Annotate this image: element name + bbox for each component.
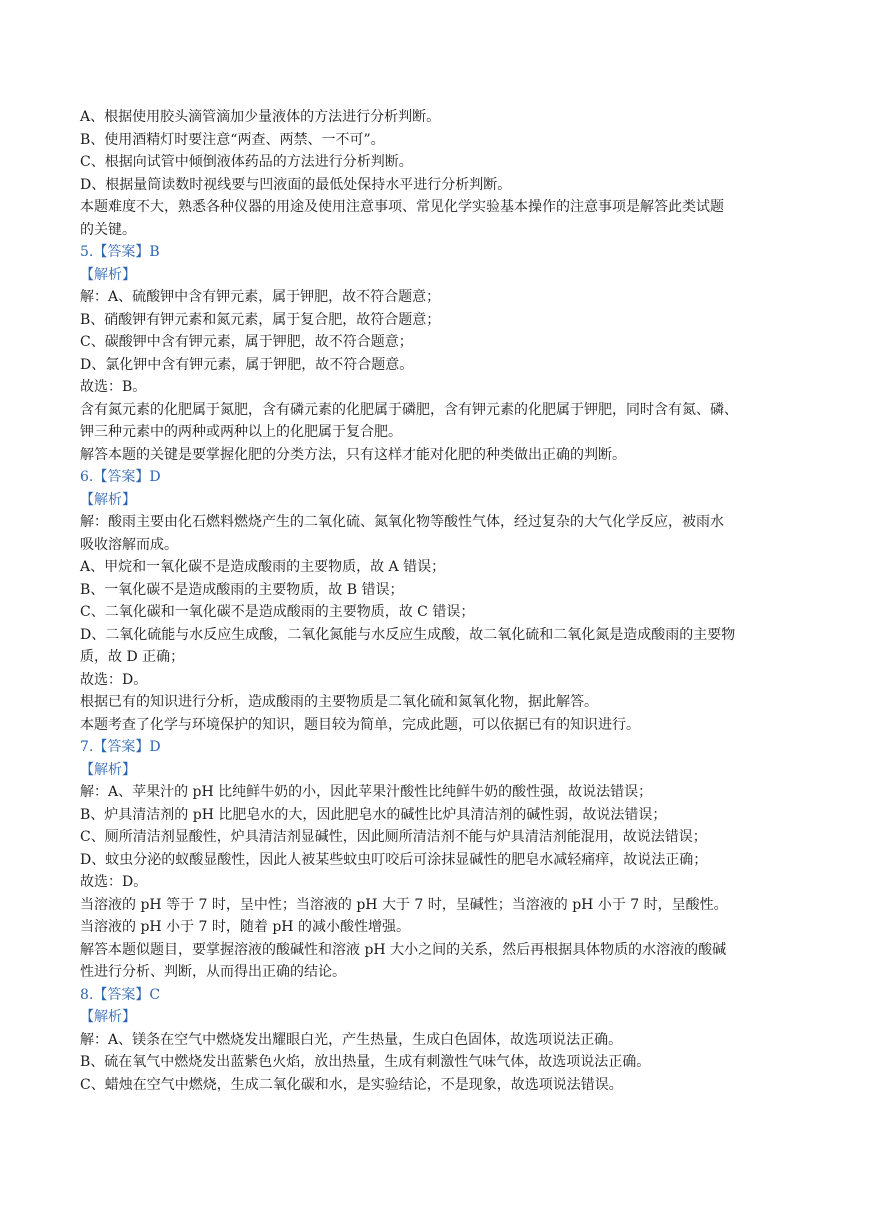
text-line: 根据已有的知识进行分析，造成酸雨的主要物质是二氧化硫和氮氧化物，据此解答。 xyxy=(80,694,598,710)
answer-heading: 6.【答案】D xyxy=(80,469,161,485)
text-line: 解：A、硫酸钾中含有钾元素，属于钾肥，故不符合题意； xyxy=(80,289,441,305)
text-line: 解答本题似题目，要掌握溶液的酸碱性和溶液 pH 大小之间的关系，然后再根据具体物质的水溶液的酸碱 xyxy=(80,941,727,958)
text-line: 故选：D。 xyxy=(80,671,148,688)
text-line: B、硝酸钾有钾元素和氮元素，属于复合肥，故符合题意； xyxy=(80,311,441,328)
text-line: 质，故 D 正确； xyxy=(80,649,185,665)
text-line: 解：酸雨主要由化石燃料燃烧产生的二氧化硫、氮氧化物等酸性气体，经过复杂的大气化学反应，被雨水 xyxy=(80,514,724,530)
text-line: 钾三种元素中的两种或两种以上的化肥属于复合肥。 xyxy=(80,424,402,440)
text-line: C、蜡烛在空气中燃烧，生成二氧化碳和水，是实验结论，不是现象，故选项说法错误。 xyxy=(80,1076,623,1093)
text-line: B、炉具清洁剂的 pH 比肥皂水的大，因此肥皂水的碱性比炉具清洁剂的碱性弱，故说法错误； xyxy=(80,806,667,823)
text-line: 解：A、苹果汁的 pH 比纯鲜牛奶的小，因此苹果汁酸性比纯鲜牛奶的酸性强，故说法错误； xyxy=(80,784,653,800)
text-line: 解答本题的关键是要掌握化肥的分类方法，只有这样才能对化肥的种类做出正确的判断。 xyxy=(80,446,626,463)
text-line: C、二氧化碳和一氧化碳不是造成酸雨的主要物质，故 C 错误； xyxy=(80,604,475,620)
answer-heading: 7.【答案】D xyxy=(80,739,161,755)
text-line: D、根据量筒读数时视线要与凹液面的最低处保持水平进行分析判断。 xyxy=(80,176,512,193)
text-line: C、厕所清洁剂显酸性，炉具清洁剂显碱性，因此厕所清洁剂不能与炉具清洁剂能混用，故说法错误； xyxy=(80,829,707,845)
answer-heading: 【解析】 xyxy=(80,1009,136,1025)
text-line: 本题考查了化学与环境保护的知识，题目较为简单，完成此题，可以依据已有的知识进行。 xyxy=(80,716,640,733)
text-line: C、根据向试管中倾倒液体药品的方法进行分析判断。 xyxy=(80,154,413,170)
text-line: 故选：B。 xyxy=(80,379,147,395)
text-line: 的关键。 xyxy=(80,221,136,238)
text-line: D、氯化钾中含有钾元素，属于钾肥，故不符合题意。 xyxy=(80,356,414,373)
text-line: D、二氧化硫能与水反应生成酸，二氧化氮能与水反应生成酸，故二氧化硫和二氧化氮是造成酸雨的主要物 xyxy=(80,626,736,643)
answer-heading: 【解析】 xyxy=(80,266,136,283)
text-line: 当溶液的 pH 小于 7 时，随着 pH 的减小酸性增强。 xyxy=(80,919,410,935)
text-line: 性进行分析、判断，从而得出正确的结论。 xyxy=(80,964,346,980)
answer-explanations xyxy=(80,106,792,1096)
text-line: 解：A、镁条在空气中燃烧发出耀眼白光，产生热量，生成白色固体，故选项说法正确。 xyxy=(80,1031,623,1048)
text-line: 吸收溶解而成。 xyxy=(80,536,178,553)
text-line: B、使用酒精灯时要注意“两查、两禁、一不可”。 xyxy=(80,131,385,148)
text-line: D、蚊虫分泌的蚁酸显酸性，因此人被某些蚊虫叮咬后可涂抹显碱性的肥皂水减轻痛痒，故说法正确； xyxy=(80,851,708,868)
answer-heading: 5.【答案】B xyxy=(80,244,160,260)
text-line: 故选：D。 xyxy=(80,874,148,890)
text-line: C、碳酸钾中含有钾元素，属于钾肥，故不符合题意； xyxy=(80,334,413,350)
text-line: A、甲烷和一氧化碳不是造成酸雨的主要物质，故 A 错误； xyxy=(80,559,446,575)
text-line: 当溶液的 pH 等于 7 时，呈中性；当溶液的 pH 大于 7 时，呈碱性；当溶液的 pH 小于 7 时，呈酸性。 xyxy=(80,896,728,913)
text-line: 含有氮元素的化肥属于氮肥，含有磷元素的化肥属于磷肥，含有钾元素的化肥属于钾肥，同时含有氮、磷、 xyxy=(80,401,738,418)
text-line: 本题难度不大，熟悉各种仪器的用途及使用注意事项、常见化学实验基本操作的注意事项是解答此类试题 xyxy=(80,199,724,215)
answer-heading: 8.【答案】C xyxy=(80,986,161,1003)
text-line: B、一氧化碳不是造成酸雨的主要物质，故 B 错误； xyxy=(80,581,404,598)
answer-heading: 【解析】 xyxy=(80,491,136,508)
text-line: B、硫在氧气中燃烧发出蓝紫色火焰，放出热量，生成有刺激性气味气体，故选项说法正确。 xyxy=(80,1054,651,1070)
text-line: A、根据使用胶头滴管滴加少量液体的方法进行分析判断。 xyxy=(80,109,441,125)
answer-heading: 【解析】 xyxy=(80,761,136,778)
